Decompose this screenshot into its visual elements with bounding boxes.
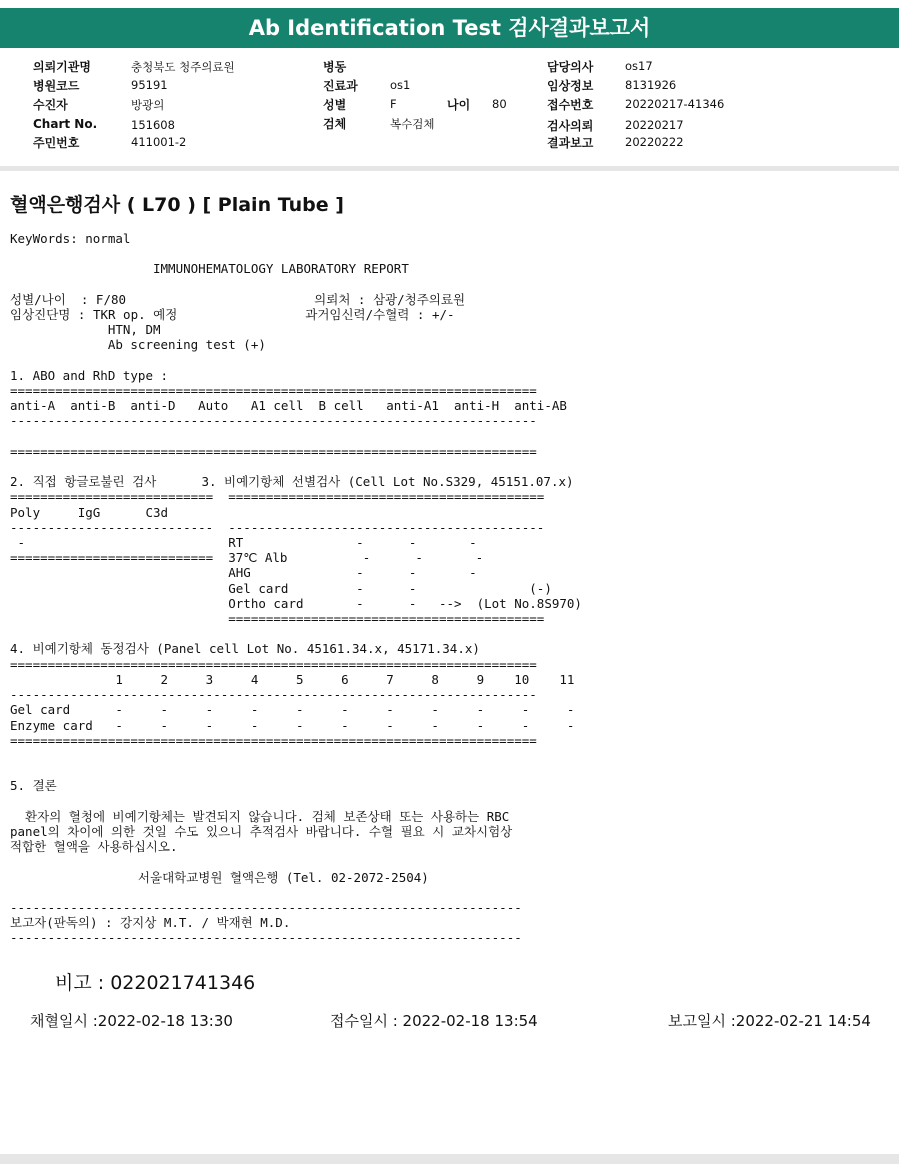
info-value: os1 (390, 78, 411, 92)
info-label: 검체 (323, 117, 347, 131)
lab-report-body: KeyWords: normal IMMUNOHEMATOLOGY LABORATORY REPORT 성별/나이 : F/80 의뢰처 : 삼광/청주의료원 임상진단명 : TKR op. 예정 과거임신력/수혈력 : +/- HTN, DM Ab screening test (+) 1. ABO and RhD type : ====================================================================== anti-A anti-B anti-D Auto A1 cell B cell anti-A1 anti-H anti-AB ---------------------------------------------------------------------- ====================================================================== 2. 직접 항글로불린 검사 3. 비예기항체 선별검사 (Cell Lot No.S329, 45151.07.x) =========================== ========================================== Poly IgG C3d --------------------------- ------------------------------------------ - RT - - - =========================== 37℃ Alb - - - AHG - - - Gel card - - (-) Ortho card - - --> (Lot No.8S970) ========================================== 4. 비예기항체 동정검사 (Panel cell Lot No. 45161.34.x, 45171.34.x) ====================================================================== 1 2 3 4 5 6 7 8 9 10 11 ---------------------------------------------------------------------- Gel card - - - - - - - - - - - Enzyme card - - - - - - - - - - - ====================================================================== 5. 결론 환자의 혈청에 비예기항체는 발견되지 않습니다. 검체 보존상태 또는 사용하는 RBC panel의 차이에 의한 것일 수도 있으니 추적검사 바랍니다. 수혈 필요 시 교차시험상 적합한 혈액을 사용하십시오. 서울대학교병원 혈액은행 (Tel. 02-2072-2504) -------------------------------------------------------------------- 보고자(판독의) : 강지상 M.T. / 박재현 M.D. -------------------------------------------------------------------- (10, 231, 582, 946)
info-value: 충청북도 청주의료원 (131, 60, 235, 74)
info-value: 411001-2 (131, 135, 187, 149)
info-value: os17 (625, 59, 653, 73)
info-value: 20220217 (625, 118, 684, 132)
info-label: 검사의뢰 (547, 119, 594, 133)
report-datetime: 보고일시 :2022-02-21 14:54 (668, 1012, 871, 1030)
info-value: 복수검체 (390, 117, 435, 131)
info-label: 임상정보 (547, 79, 594, 93)
info-value: 80 (492, 97, 507, 111)
info-value: 95191 (131, 78, 168, 92)
collection-datetime: 채혈일시 :2022-02-18 13:30 (30, 1012, 233, 1030)
info-label: 주민번호 (33, 136, 80, 150)
info-value: F (390, 97, 397, 111)
info-label: 성별 (323, 98, 347, 112)
info-value: 20220217-41346 (625, 97, 725, 111)
info-label: Chart No. (33, 117, 98, 131)
info-value: 20220222 (625, 135, 684, 149)
info-label: 나이 (447, 98, 471, 112)
section-title: 혈액은행검사 ( L70 ) [ Plain Tube ] (10, 194, 344, 216)
info-label: 진료과 (323, 79, 358, 93)
info-value: 8131926 (625, 78, 677, 92)
info-label: 담당의사 (547, 60, 594, 74)
info-value: 방광의 (131, 98, 165, 112)
footer-band (0, 1154, 899, 1164)
divider-band (0, 166, 899, 171)
note-line: 비고 : 022021741346 (55, 972, 256, 994)
info-label: 병원코드 (33, 79, 80, 93)
receipt-datetime: 접수일시 : 2022-02-18 13:54 (330, 1012, 538, 1030)
info-label: 의뢰기관명 (33, 60, 91, 74)
info-label: 수진자 (33, 98, 68, 112)
info-value: 151608 (131, 118, 175, 132)
info-label: 결과보고 (547, 136, 594, 150)
report-title-banner (0, 8, 899, 48)
report-title: Ab Identification Test 검사결과보고서 (248, 16, 651, 40)
info-label: 접수번호 (547, 98, 594, 112)
info-label: 병동 (323, 60, 347, 74)
